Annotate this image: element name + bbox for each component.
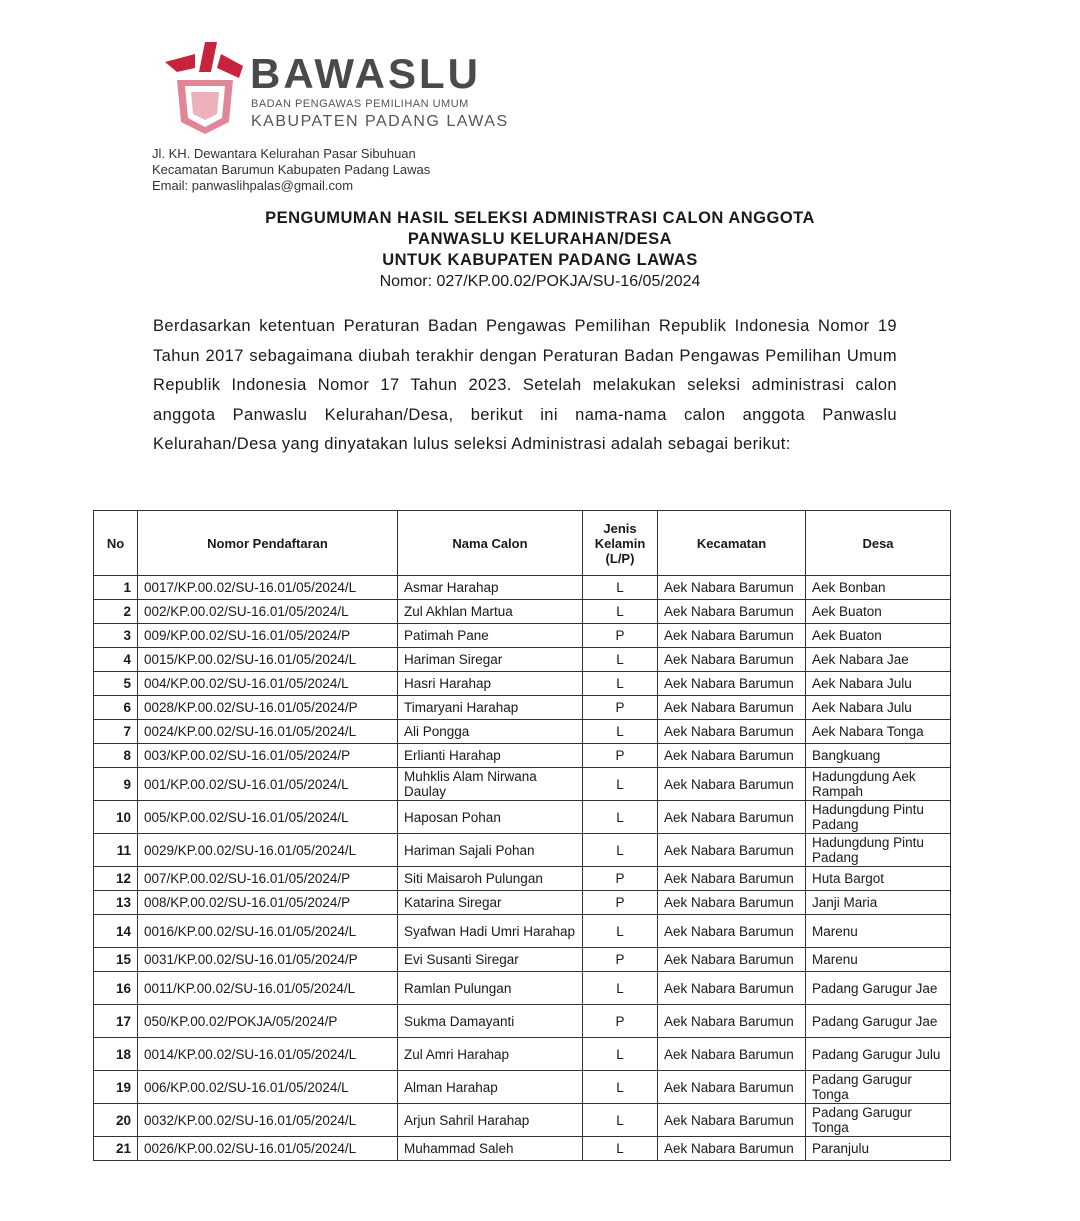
district-cell: Aek Nabara Barumun [658, 972, 806, 1005]
registration-number-cell: 0028/KP.00.02/SU-16.01/05/2024/P [138, 696, 398, 720]
table-row [94, 948, 951, 972]
candidate-name-cell: Asmar Harahap [398, 576, 583, 600]
gender-cell: L [583, 1137, 658, 1161]
gender-cell: L [583, 1104, 658, 1137]
village-cell: Hadungdung Pintu Padang [806, 834, 951, 867]
address-line: Kecamatan Barumun Kabupaten Padang Lawas [152, 162, 431, 177]
row-number-cell: 16 [94, 972, 138, 1005]
row-number-cell: 3 [94, 624, 138, 648]
registration-number-cell: 0029/KP.00.02/SU-16.01/05/2024/L [138, 834, 398, 867]
row-number-cell: 4 [94, 648, 138, 672]
district-cell: Aek Nabara Barumun [658, 672, 806, 696]
candidate-name-cell: Arjun Sahril Harahap [398, 1104, 583, 1137]
document-number: Nomor: 027/KP.00.02/POKJA/SU-16/05/2024 [379, 273, 701, 290]
registration-number-cell: 0032/KP.00.02/SU-16.01/05/2024/L [138, 1104, 398, 1137]
candidate-name-cell: Hariman Sajali Pohan [398, 834, 583, 867]
header-nomor-pendaftaran: Nomor Pendaftaran [138, 511, 398, 576]
candidate-name-cell: Muhklis Alam Nirwana Daulay [398, 768, 583, 801]
district-cell: Aek Nabara Barumun [658, 720, 806, 744]
table-row [94, 696, 951, 720]
gender-cell: L [583, 801, 658, 834]
row-number-cell: 9 [94, 768, 138, 801]
registration-number-cell: 0031/KP.00.02/SU-16.01/05/2024/P [138, 948, 398, 972]
table-row [94, 600, 951, 624]
brand-region: KABUPATEN PADANG LAWAS [251, 113, 509, 130]
registration-number-cell: 007/KP.00.02/SU-16.01/05/2024/P [138, 867, 398, 891]
title-line-3: UNTUK KABUPATEN PADANG LAWAS [382, 251, 698, 269]
table-row [94, 1038, 951, 1071]
table-row [94, 867, 951, 891]
table-row [94, 1005, 951, 1038]
village-cell: Aek Nabara Julu [806, 672, 951, 696]
brand-subtitle: BADAN PENGAWAS PEMILIHAN UMUM [251, 98, 469, 110]
title-line-2: PANWASLU KELURAHAN/DESA [407, 230, 673, 248]
district-cell: Aek Nabara Barumun [658, 744, 806, 768]
table-row [94, 1071, 951, 1104]
registration-number-cell: 0016/KP.00.02/SU-16.01/05/2024/L [138, 915, 398, 948]
gender-cell: L [583, 768, 658, 801]
gender-cell: P [583, 744, 658, 768]
village-cell: Padang Garugur Tonga [806, 1104, 951, 1137]
row-number-cell: 10 [94, 801, 138, 834]
table-row [94, 915, 951, 948]
candidate-name-cell: Ramlan Pulungan [398, 972, 583, 1005]
registration-number-cell: 002/KP.00.02/SU-16.01/05/2024/L [138, 600, 398, 624]
registration-number-cell: 006/KP.00.02/SU-16.01/05/2024/L [138, 1071, 398, 1104]
gender-cell: L [583, 915, 658, 948]
village-cell: Aek Buaton [806, 600, 951, 624]
address-block [152, 146, 430, 194]
village-cell: Janji Maria [806, 891, 951, 915]
row-number-cell: 15 [94, 948, 138, 972]
gender-cell: L [583, 672, 658, 696]
row-number-cell: 19 [94, 1071, 138, 1104]
candidate-name-cell: Zul Amri Harahap [398, 1038, 583, 1071]
district-cell: Aek Nabara Barumun [658, 801, 806, 834]
header-desa: Desa [806, 511, 951, 576]
gender-cell: P [583, 891, 658, 915]
candidate-name-cell: Haposan Pohan [398, 801, 583, 834]
district-cell: Aek Nabara Barumun [658, 1071, 806, 1104]
registration-number-cell: 004/KP.00.02/SU-16.01/05/2024/L [138, 672, 398, 696]
table-row [94, 801, 951, 834]
candidate-name-cell: Syafwan Hadi Umri Harahap [398, 915, 583, 948]
gender-cell: P [583, 624, 658, 648]
row-number-cell: 21 [94, 1137, 138, 1161]
table-row [94, 768, 951, 801]
candidate-name-cell: Sukma Damayanti [398, 1005, 583, 1038]
table-row [94, 972, 951, 1005]
header-no: No [94, 511, 138, 576]
table-body [94, 576, 951, 1161]
district-cell: Aek Nabara Barumun [658, 648, 806, 672]
row-number-cell: 11 [94, 834, 138, 867]
row-number-cell: 5 [94, 672, 138, 696]
row-number-cell: 13 [94, 891, 138, 915]
village-cell: Aek Nabara Julu [806, 696, 951, 720]
table-row [94, 1104, 951, 1137]
registration-number-cell: 0024/KP.00.02/SU-16.01/05/2024/L [138, 720, 398, 744]
registration-number-cell: 0017/KP.00.02/SU-16.01/05/2024/L [138, 576, 398, 600]
row-number-cell: 17 [94, 1005, 138, 1038]
village-cell: Padang Garugur Julu [806, 1038, 951, 1071]
row-number-cell: 7 [94, 720, 138, 744]
row-number-cell: 8 [94, 744, 138, 768]
brand-name: BAWASLU [250, 50, 481, 97]
village-cell: Huta Bargot [806, 867, 951, 891]
village-cell: Padang Garugur Jae [806, 1005, 951, 1038]
row-number-cell: 20 [94, 1104, 138, 1137]
village-cell: Hadungdung Aek Rampah [806, 768, 951, 801]
district-cell: Aek Nabara Barumun [658, 1038, 806, 1071]
bawaslu-logo-icon [155, 40, 245, 136]
table-row [94, 672, 951, 696]
table-row [94, 576, 951, 600]
village-cell: Bangkuang [806, 744, 951, 768]
candidate-name-cell: Erlianti Harahap [398, 744, 583, 768]
registration-number-cell: 0014/KP.00.02/SU-16.01/05/2024/L [138, 1038, 398, 1071]
candidate-name-cell: Hariman Siregar [398, 648, 583, 672]
table-row [94, 891, 951, 915]
table-row [94, 720, 951, 744]
district-cell: Aek Nabara Barumun [658, 600, 806, 624]
district-cell: Aek Nabara Barumun [658, 1137, 806, 1161]
village-cell: Paranjulu [806, 1137, 951, 1161]
district-cell: Aek Nabara Barumun [658, 867, 806, 891]
letterhead [155, 40, 575, 140]
email-line: Email: panwaslihpalas@gmail.com [152, 178, 354, 193]
registration-number-cell: 003/KP.00.02/SU-16.01/05/2024/P [138, 744, 398, 768]
table-row [94, 624, 951, 648]
village-cell: Padang Garugur Jae [806, 972, 951, 1005]
table-row [94, 834, 951, 867]
table-row [94, 1137, 951, 1161]
candidate-name-cell: Alman Harahap [398, 1071, 583, 1104]
title-line-1: PENGUMUMAN HASIL SELEKSI ADMINISTRASI CALON ANGGOTA [265, 209, 815, 227]
district-cell: Aek Nabara Barumun [658, 1104, 806, 1137]
candidate-name-cell: Hasri Harahap [398, 672, 583, 696]
candidate-name-cell: Katarina Siregar [398, 891, 583, 915]
registration-number-cell: 009/KP.00.02/SU-16.01/05/2024/P [138, 624, 398, 648]
registration-number-cell: 005/KP.00.02/SU-16.01/05/2024/L [138, 801, 398, 834]
row-number-cell: 1 [94, 576, 138, 600]
registration-number-cell: 008/KP.00.02/SU-16.01/05/2024/P [138, 891, 398, 915]
gender-cell: P [583, 1005, 658, 1038]
row-number-cell: 18 [94, 1038, 138, 1071]
candidate-name-cell: Patimah Pane [398, 624, 583, 648]
village-cell: Marenu [806, 915, 951, 948]
gender-cell: P [583, 948, 658, 972]
candidate-name-cell: Muhammad Saleh [398, 1137, 583, 1161]
registration-number-cell: 0015/KP.00.02/SU-16.01/05/2024/L [138, 648, 398, 672]
candidate-name-cell: Zul Akhlan Martua [398, 600, 583, 624]
results-table [93, 510, 951, 1161]
district-cell: Aek Nabara Barumun [658, 915, 806, 948]
village-cell: Aek Bonban [806, 576, 951, 600]
intro-paragraph: Berdasarkan ketentuan Peraturan Badan Pengawas Pemilihan Republik Indonesia Nomor 19 Tahun 2017 sebagaimana diubah terakhir dengan Peraturan Badan Pengawas Pemilihan Umum Republik Indonesia Nomor 17 Tahun 2023. Setelah melakukan seleksi administrasi calon anggota Panwaslu Kelurahan/Desa, berikut ini nama-nama calon anggota Panwaslu Kelurahan/Desa yang dinyatakan lulus seleksi Administrasi adalah sebagai berikut: [153, 317, 897, 453]
announcement-title [150, 208, 930, 292]
candidate-name-cell: Ali Pongga [398, 720, 583, 744]
district-cell: Aek Nabara Barumun [658, 624, 806, 648]
gender-cell: L [583, 648, 658, 672]
registration-number-cell: 050/KP.00.02/POKJA/05/2024/P [138, 1005, 398, 1038]
gender-cell: P [583, 867, 658, 891]
gender-cell: L [583, 1038, 658, 1071]
candidate-name-cell: Timaryani Harahap [398, 696, 583, 720]
gender-cell: L [583, 972, 658, 1005]
district-cell: Aek Nabara Barumun [658, 948, 806, 972]
row-number-cell: 14 [94, 915, 138, 948]
row-number-cell: 12 [94, 867, 138, 891]
district-cell: Aek Nabara Barumun [658, 891, 806, 915]
registration-number-cell: 0011/KP.00.02/SU-16.01/05/2024/L [138, 972, 398, 1005]
header-nama-calon: Nama Calon [398, 511, 583, 576]
table-row [94, 744, 951, 768]
gender-cell: L [583, 576, 658, 600]
village-cell: Aek Nabara Tonga [806, 720, 951, 744]
header-jenis-kelamin: Jenis Kelamin (L/P) [583, 511, 658, 576]
candidate-name-cell: Evi Susanti Siregar [398, 948, 583, 972]
registration-number-cell: 0026/KP.00.02/SU-16.01/05/2024/L [138, 1137, 398, 1161]
district-cell: Aek Nabara Barumun [658, 834, 806, 867]
header-kecamatan: Kecamatan [658, 511, 806, 576]
district-cell: Aek Nabara Barumun [658, 1005, 806, 1038]
row-number-cell: 6 [94, 696, 138, 720]
gender-cell: L [583, 834, 658, 867]
address-line: Jl. KH. Dewantara Kelurahan Pasar Sibuhuan [152, 146, 416, 161]
village-cell: Aek Buaton [806, 624, 951, 648]
table-row [94, 648, 951, 672]
village-cell: Marenu [806, 948, 951, 972]
district-cell: Aek Nabara Barumun [658, 696, 806, 720]
candidate-name-cell: Siti Maisaroh Pulungan [398, 867, 583, 891]
village-cell: Padang Garugur Tonga [806, 1071, 951, 1104]
gender-cell: L [583, 600, 658, 624]
gender-cell: L [583, 1071, 658, 1104]
district-cell: Aek Nabara Barumun [658, 768, 806, 801]
district-cell: Aek Nabara Barumun [658, 576, 806, 600]
gender-cell: P [583, 696, 658, 720]
row-number-cell: 2 [94, 600, 138, 624]
village-cell: Aek Nabara Jae [806, 648, 951, 672]
table-header-row [94, 511, 951, 576]
gender-cell: L [583, 720, 658, 744]
registration-number-cell: 001/KP.00.02/SU-16.01/05/2024/L [138, 768, 398, 801]
village-cell: Hadungdung Pintu Padang [806, 801, 951, 834]
